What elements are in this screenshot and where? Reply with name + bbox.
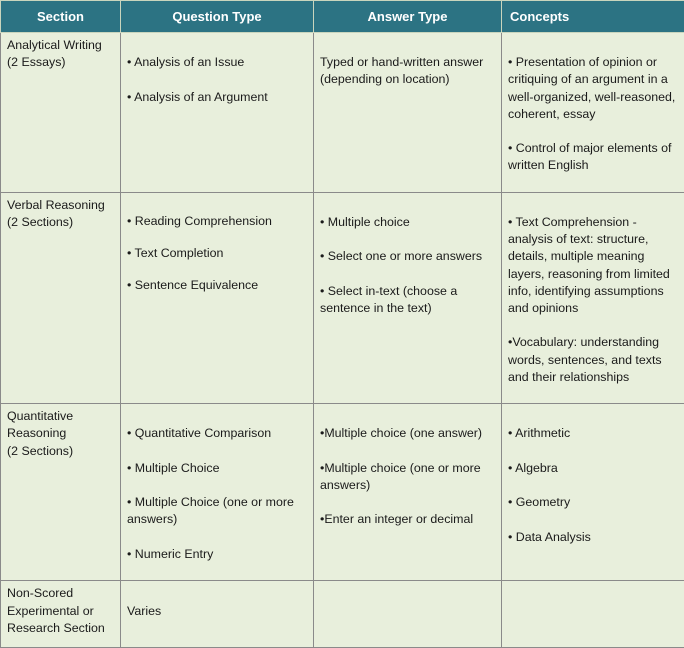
header-concepts: Concepts — [502, 1, 684, 33]
list-item: •Multiple choice (one answer) — [320, 425, 495, 442]
list-item: • Geometry — [508, 494, 678, 511]
list-item: Varies — [127, 603, 307, 620]
section-cell: Non-Scored Experimental or Research Section — [1, 581, 121, 648]
concepts-cell — [502, 581, 684, 648]
header-question-type: Question Type — [121, 1, 314, 33]
list-item: • Analysis of an Argument — [127, 89, 307, 106]
list-item: • Select in-text (choose a sentence in the text) — [320, 283, 495, 317]
list-item: • Multiple Choice (one or more answers) — [127, 494, 307, 528]
section-cell: Quantitative Reasoning (2 Sections) — [1, 404, 121, 581]
answer-type-cell — [314, 581, 502, 648]
list-item: • Analysis of an Issue — [127, 54, 307, 71]
question-type-cell — [121, 404, 314, 581]
list-item: • Reading Comprehension — [127, 214, 307, 229]
concepts-cell — [502, 33, 684, 193]
list-item: • Multiple choice — [320, 214, 495, 231]
table-row — [1, 192, 684, 403]
list-item: • Text Comprehension - analysis of text: structure, details, multiple meaning layers, reasoning from limited info, identifying assumptions and opinions — [508, 214, 678, 317]
table-row — [1, 581, 684, 648]
question-type-cell — [121, 192, 314, 403]
header-section: Section — [1, 1, 121, 33]
list-item: •Vocabulary: understanding words, sentences, and texts and their relationships — [508, 334, 678, 386]
answer-type-cell — [314, 404, 502, 581]
list-item: • Select one or more answers — [320, 248, 495, 265]
section-cell: Verbal Reasoning (2 Sections) — [1, 192, 121, 403]
list-item: • Numeric Entry — [127, 546, 307, 563]
table-row — [1, 33, 684, 193]
question-type-cell — [121, 581, 314, 648]
answer-type-cell — [314, 33, 502, 193]
concepts-cell — [502, 192, 684, 403]
list-item: • Quantitative Comparison — [127, 425, 307, 442]
answer-type-cell — [314, 192, 502, 403]
list-item: • Algebra — [508, 460, 678, 477]
list-item: • Text Completion — [127, 246, 307, 261]
header-answer-type: Answer Type — [314, 1, 502, 33]
list-item: • Presentation of opinion or critiquing of an argument in a well-organized, well-reasoned, coherent, essay — [508, 54, 678, 123]
list-item: • Sentence Equivalence — [127, 278, 307, 293]
list-item: •Enter an integer or decimal — [320, 511, 495, 528]
list-item: • Data Analysis — [508, 529, 678, 546]
section-cell: Analytical Writing (2 Essays) — [1, 33, 121, 193]
question-type-cell — [121, 33, 314, 193]
list-item: • Control of major elements of written English — [508, 140, 678, 174]
header-row — [1, 1, 684, 33]
list-item: • Arithmetic — [508, 425, 678, 442]
list-item: •Multiple choice (one or more answers) — [320, 460, 495, 494]
list-item: • Multiple Choice — [127, 460, 307, 477]
table-row — [1, 404, 684, 581]
list-item: Typed or hand-written answer (depending on location) — [320, 54, 495, 88]
concepts-cell — [502, 404, 684, 581]
